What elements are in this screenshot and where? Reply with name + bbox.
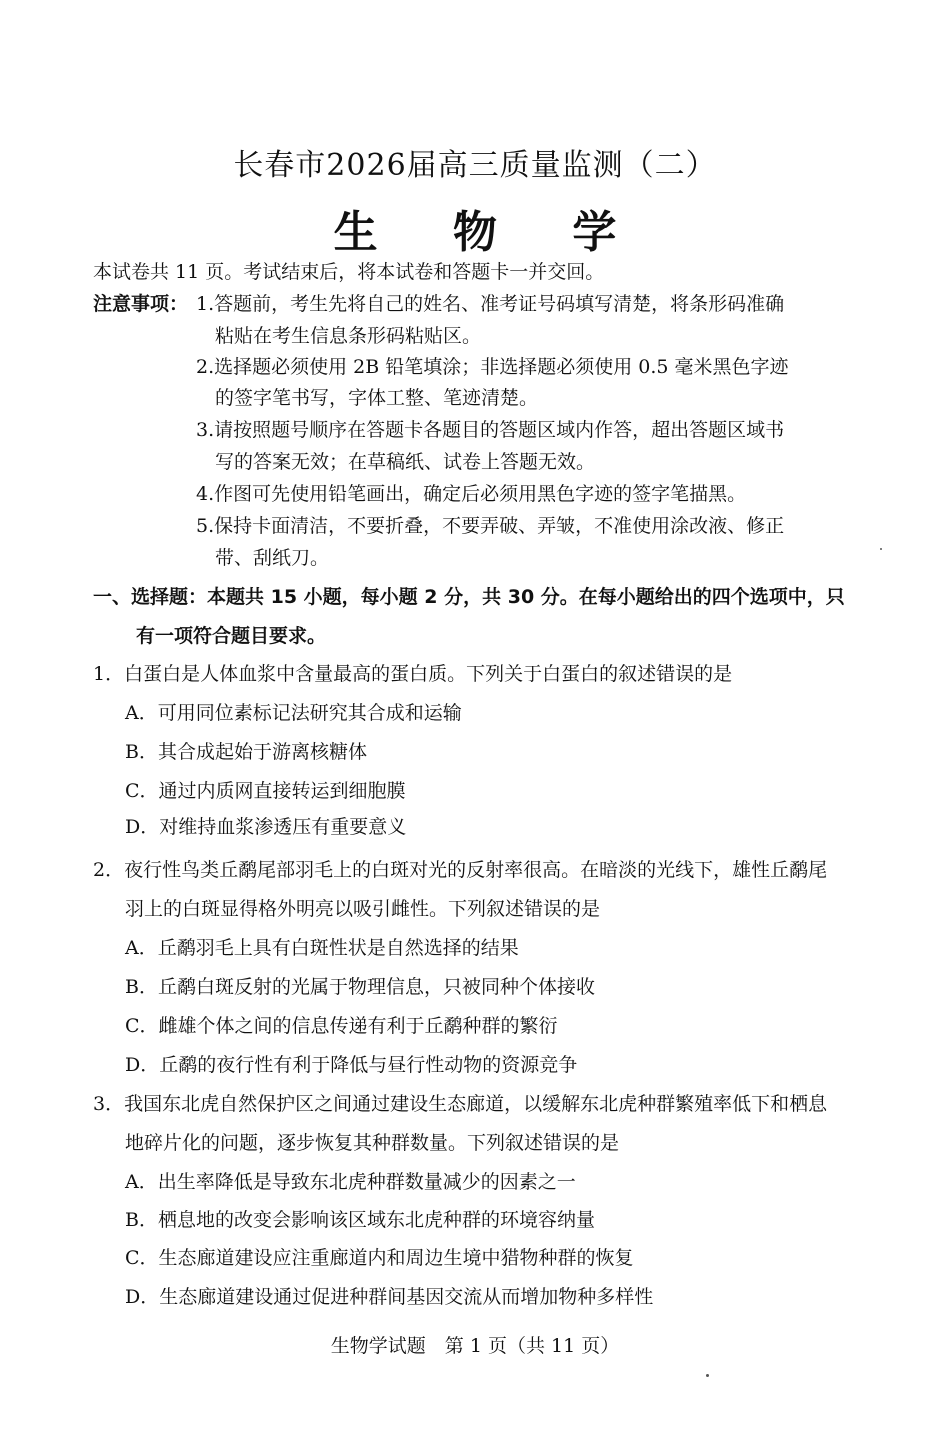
subject-char: 生: [333, 207, 378, 258]
scan-speck: [706, 1374, 709, 1377]
question-stem-cont: 地碎片化的问题，逐步恢复其种群数量。下列叙述错误的是: [125, 1132, 620, 1154]
option-b: B．丘鹬白斑反射的光属于物理信息，只被同种个体接收: [125, 976, 595, 998]
option-a: A．出生率降低是导致东北虎种群数量减少的因素之一: [125, 1171, 576, 1193]
section-heading: 一、选择题：本题共 15 小题，每小题 2 分，共 30 分。在每小题给出的四个选项中，只: [93, 586, 845, 608]
scan-speck: [880, 548, 882, 550]
question-stem: 2．夜行性鸟类丘鹬尾部羽毛上的白斑对光的反射率很高。在暗淡的光线下，雄性丘鹬尾: [93, 859, 828, 881]
section-heading-cont: 有一项符合题目要求。: [136, 625, 327, 647]
option-c: C．通过内质网直接转运到细胞膜: [125, 780, 406, 802]
subject-title: [0, 196, 950, 260]
notice-line: 5.保持卡面清洁，不要折叠，不要弄破、弄皱，不准使用涂改液、修正: [196, 515, 785, 537]
notice-line: 3.请按照题号顺序在答题卡各题目的答题区域内作答，超出答题区域书: [196, 419, 785, 441]
question-stem-cont: 羽上的白斑显得格外明亮以吸引雌性。下列叙述错误的是: [125, 898, 601, 920]
question-stem: 1．白蛋白是人体血浆中含量最高的蛋白质。下列关于白蛋白的叙述错误的是: [93, 663, 733, 685]
option-b: B．栖息地的改变会影响该区域东北虎种群的环境容纳量: [125, 1209, 595, 1231]
notice-line: 写的答案无效；在草稿纸、试卷上答题无效。: [215, 451, 596, 473]
notice-line: 4.作图可先使用铅笔画出，确定后必须用黑色字迹的签字笔描黑。: [196, 483, 747, 505]
question-stem: 3．我国东北虎自然保护区之间通过建设生态廊道，以缓解东北虎种群繁殖率低下和栖息: [93, 1093, 828, 1115]
notice-line: 的签字笔书写，字体工整、笔迹清楚。: [215, 387, 539, 409]
intro-text: 本试卷共 11 页。考试结束后，将本试卷和答题卡一并交回。: [93, 261, 605, 283]
notice-line: 带、刮纸刀。: [215, 547, 330, 569]
option-d: D．丘鹬的夜行性有利于降低与昼行性动物的资源竞争: [125, 1054, 578, 1076]
notice-label: 注意事项：: [93, 293, 189, 315]
subject-char: 物: [453, 207, 497, 258]
notice-line: 粘贴在考生信息条形码粘贴区。: [215, 325, 482, 347]
exam-title: 长春市2026届高三质量监测（二）: [233, 148, 717, 183]
option-b: B．其合成起始于游离核糖体: [125, 741, 367, 763]
notice-line: 2.选择题必须使用 2B 铅笔填涂；非选择题必须使用 0.5 毫米黑色字迹: [196, 356, 789, 378]
option-c: C．生态廊道建设应注重廊道内和周边生境中猎物种群的恢复: [125, 1247, 634, 1269]
option-c: C．雌雄个体之间的信息传递有利于丘鹬种群的繁衍: [125, 1015, 558, 1037]
notice-line: 1.答题前，考生先将自己的姓名、准考证号码填写清楚，将条形码准确: [196, 293, 785, 315]
page-footer: 生物学试题 第 1 页（共 11 页）: [330, 1335, 620, 1357]
subject-char: 学: [572, 207, 617, 258]
option-a: A．丘鹬羽毛上具有白斑性状是自然选择的结果: [125, 937, 519, 959]
option-a: A．可用同位素标记法研究其合成和运输: [125, 702, 462, 724]
option-d: D．对维持血浆渗透压有重要意义: [125, 816, 407, 838]
option-d: D．生态廊道建设通过促进种群间基因交流从而增加物种多样性: [125, 1286, 654, 1308]
